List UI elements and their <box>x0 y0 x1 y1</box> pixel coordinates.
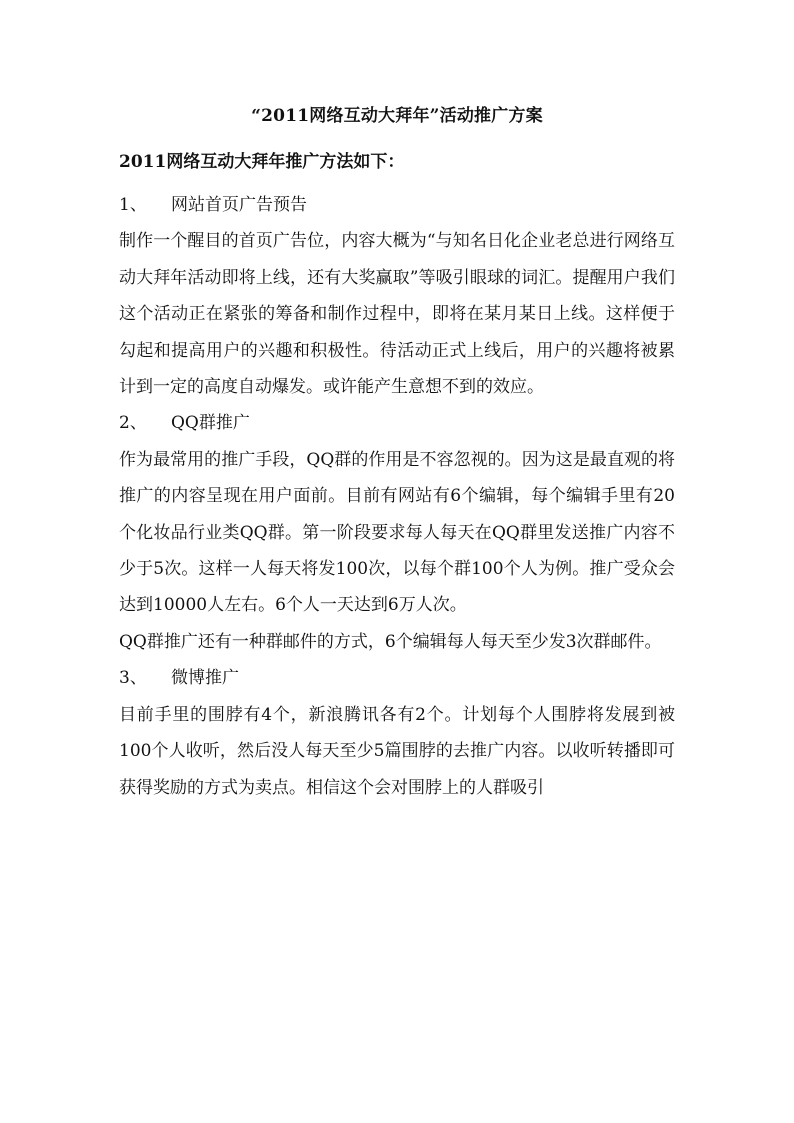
document-title: “2011网络互动大拜年”活动推广方案 <box>251 106 543 126</box>
document-subtitle: 2011网络互动大拜年推广方法如下： <box>119 152 405 172</box>
section-number: 3、 <box>119 668 147 689</box>
paragraph: 制作一个醒目的首页广告位，内容大概为“与知名日化企业老总进行网络互动大拜年活动即将上线，还有大奖赢取”等吸引眼球的词汇。提醒用户我们这个活动正在紧张的筹备和制作过程中，即将在某月某日上线。这样便于勾起和提高用户的兴趣和积极性。待活动正式上线后，用户的兴趣将被累计到一定的高度自动爆发。或许能产生意想不到的效应。 <box>119 231 675 398</box>
section-title: 网站首页广告预告 <box>171 195 307 215</box>
section-number: 1、 <box>119 195 147 215</box>
section-number: 2、 <box>119 413 147 434</box>
paragraph: QQ群推广还有一种群邮件的方式，6个编辑每人每天至少发3次群邮件。 <box>119 631 662 652</box>
document-body <box>119 187 675 806</box>
paragraph: 作为最常用的推广手段，QQ群的作用是不容忽视的。因为这是最直观的将推广的内容呈现在用户面前。目前有网站有6个编辑，每个编辑手里有20个化妆品行业类QQ群。第一阶段要求每人每天在QQ群里发送推广内容不少于5次。这样一人每天将发100次，以每个群100个人为例。推广受众会达到10000人左右。6个人一天达到6万人次。 <box>119 449 675 616</box>
paragraph: 目前手里的围脖有4个，新浪腾讯各有2个。计划每个人围脖将发展到被100个人收听，然后没人每天至少5篇围脖的去推广内容。以收听转播即可获得奖励的方式为卖点。相信这个会对围脖上的人群吸引 <box>119 704 675 798</box>
section-title: 微博推广 <box>171 668 239 689</box>
section-heading <box>119 187 675 223</box>
section-heading <box>119 660 675 696</box>
section-title: QQ群推广 <box>171 413 250 434</box>
section-heading <box>119 405 675 441</box>
